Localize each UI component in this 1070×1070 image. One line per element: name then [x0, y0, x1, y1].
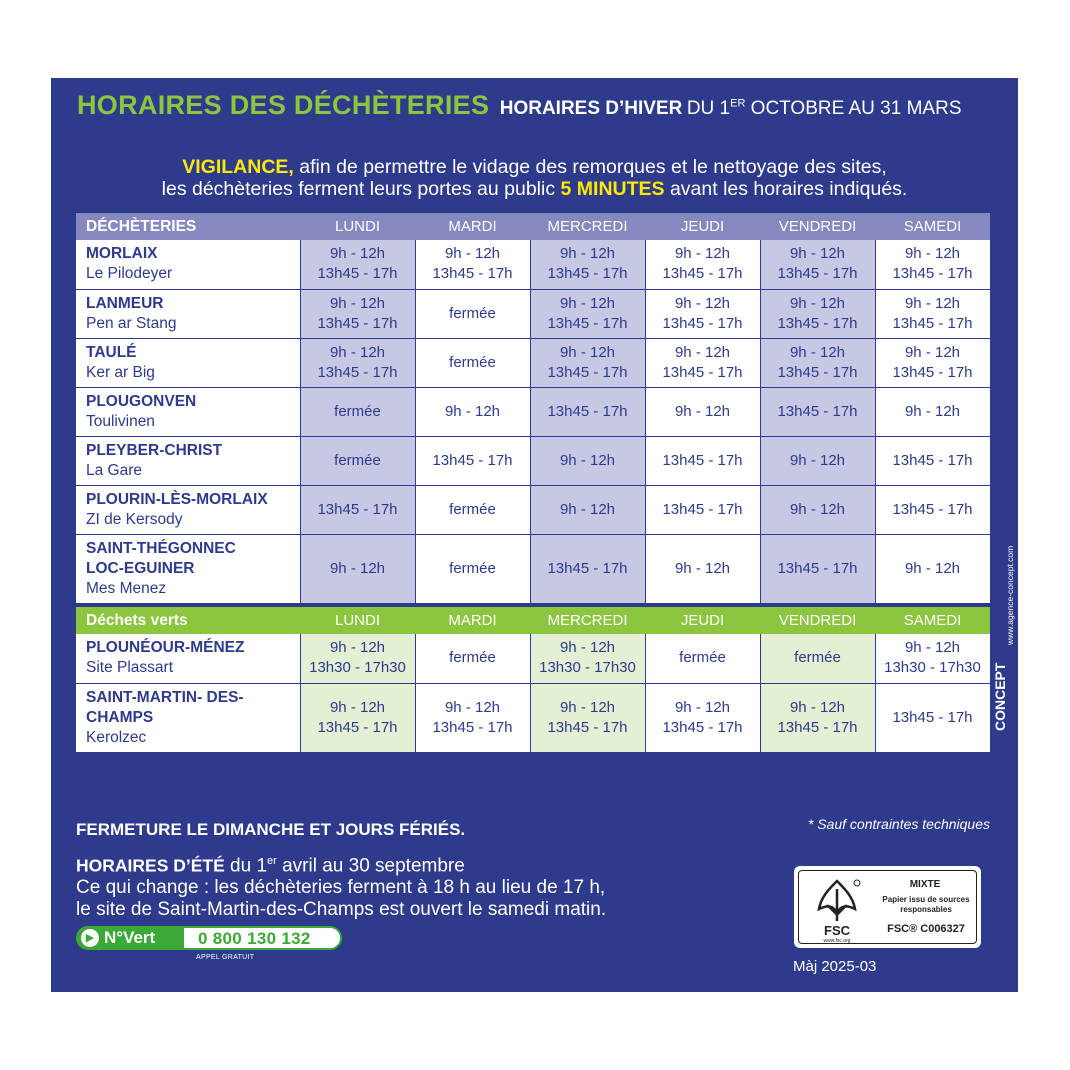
hours-cell	[645, 534, 760, 603]
hours-text: 13h45 - 17h	[777, 402, 858, 420]
hours-text: fermée	[679, 649, 726, 667]
hours-cell	[760, 534, 875, 603]
hours-cell	[415, 436, 530, 485]
hours-text: 9h - 12h	[789, 294, 846, 312]
header-day: SAMEDI	[875, 213, 990, 240]
site-name: PLOUNÉOUR-MÉNEZ	[86, 639, 245, 657]
hours-text: 13h45 - 17h	[432, 265, 513, 283]
hours-text: 13h45 - 17h	[662, 451, 743, 469]
hours-text: fermée	[449, 649, 496, 667]
site-name: PLOUGONVEN	[86, 392, 197, 410]
header-day: MERCREDI	[530, 607, 645, 634]
table-header	[76, 213, 990, 240]
hours-text: fermée	[449, 500, 496, 518]
hours-text: 9h - 12h	[329, 559, 386, 577]
table-row	[76, 240, 990, 289]
fsc-tree-logo-icon	[807, 875, 867, 943]
hours-text: 9h - 12h	[904, 245, 961, 263]
summer-label: HORAIRES D’ÉTÉ	[76, 855, 225, 876]
hours-text: 13h45 - 17h	[892, 708, 973, 726]
hours-text: 13h45 - 17h	[662, 718, 743, 736]
hours-cell	[645, 338, 760, 387]
hours-text: 9h - 12h	[559, 343, 616, 361]
season-period: DU 1ER OCTOBRE AU 31 MARS	[686, 97, 962, 119]
site-name: SAINT-MARTIN- DES-CHAMPS	[86, 688, 244, 726]
hours-cell	[530, 683, 645, 752]
site-cell	[76, 289, 300, 338]
hours-cell	[760, 240, 875, 289]
change-line-1: Ce qui change : les déchèteries ferment à 18 h au lieu de 17 h,	[76, 877, 606, 899]
hours-cell	[530, 436, 645, 485]
fsc-label	[794, 866, 981, 948]
hours-text: 13h45 - 17h	[892, 363, 973, 381]
numero-vert-badge[interactable]	[76, 926, 342, 950]
hours-text: 13h45 - 17h	[547, 265, 628, 283]
hours-text: 9h - 12h	[674, 245, 731, 263]
svg-text:www.fsc.org: www.fsc.org	[823, 938, 851, 944]
hours-text: 9h - 12h	[444, 245, 501, 263]
header-section-label: DÉCHÈTERIES	[76, 213, 300, 240]
hours-cell	[645, 240, 760, 289]
hours-text: fermée	[449, 304, 496, 322]
update-date: Màj 2025-03	[793, 958, 877, 975]
hours-cell	[300, 683, 415, 752]
hours-text: 9h - 12h	[789, 500, 846, 518]
site-name: MORLAIX	[86, 245, 158, 263]
hours-text: 13h45 - 17h	[777, 559, 858, 577]
vigilance-word: VIGILANCE,	[182, 156, 294, 178]
hours-cell	[530, 534, 645, 603]
hours-cell	[875, 289, 990, 338]
table-row	[76, 634, 990, 683]
fsc-description: Papier issu de sources responsables	[882, 895, 970, 914]
hours-text: 9h - 12h	[904, 639, 961, 657]
hours-cell	[875, 240, 990, 289]
hours-cell	[760, 338, 875, 387]
hours-cell	[530, 634, 645, 683]
site-name: PLOURIN-LÈS-MORLAIX	[86, 490, 268, 508]
hours-cell	[645, 387, 760, 436]
site-place: Kerolzec	[86, 728, 147, 746]
vigilance-notice	[51, 156, 1018, 200]
technical-note: * Sauf contraintes techniques	[807, 816, 990, 832]
title-row	[77, 90, 962, 121]
svg-text:www.agence-concept.com: www.agence-concept.com	[1005, 545, 1015, 645]
dechetteries-table	[76, 213, 991, 604]
hours-text: 13h45 - 17h	[547, 559, 628, 577]
svg-text:FSC: FSC	[824, 923, 850, 938]
site-cell	[76, 387, 300, 436]
hours-text: 9h - 12h	[559, 245, 616, 263]
fsc-mixte: MIXTE	[909, 879, 941, 890]
hours-text: 13h45 - 17h	[662, 500, 743, 518]
hours-text: 13h45 - 17h	[432, 718, 513, 736]
site-cell	[76, 534, 300, 603]
arrow-right-icon: ▶	[81, 929, 99, 947]
hours-text: 9h - 12h	[674, 294, 731, 312]
hours-text: 13h30 - 17h30	[539, 659, 636, 677]
hours-text: 13h45 - 17h	[317, 265, 398, 283]
hours-text: fermée	[449, 559, 496, 577]
site-place: Pen ar Stang	[86, 314, 177, 332]
site-place: Site Plassart	[86, 659, 174, 677]
summer-info: HORAIRES D’ÉTÉ du 1er avril au 30 septembre Ce qui change : les déchèteries ferment à 18 h au lieu de 17 h, le site de Saint-Martin-des-Champs est ouvert le samedi matin.	[76, 855, 607, 921]
hours-cell	[300, 436, 415, 485]
hours-text: 9h - 12h	[559, 500, 616, 518]
svg-text:CONCEPT: CONCEPT	[992, 662, 1008, 731]
hours-cell	[300, 240, 415, 289]
hours-cell	[415, 534, 530, 603]
hours-text: 13h45 - 17h	[662, 363, 743, 381]
table-row	[76, 289, 990, 338]
hours-cell	[875, 387, 990, 436]
free-call-label: APPEL GRATUIT	[196, 954, 255, 961]
agency-credit	[992, 515, 1017, 735]
hours-cell	[645, 683, 760, 752]
hours-text: 9h - 12h	[329, 245, 386, 263]
site-cell	[76, 338, 300, 387]
hours-cell	[530, 485, 645, 534]
hours-text: 9h - 12h	[904, 559, 961, 577]
hours-cell	[645, 289, 760, 338]
header-section-label: Déchets verts	[76, 607, 300, 634]
hours-text: 13h45 - 17h	[432, 451, 513, 469]
site-name: SAINT-THÉGONNEC LOC-EGUINER	[86, 539, 236, 577]
hours-text: 9h - 12h	[904, 294, 961, 312]
hours-text: 9h - 12h	[559, 451, 616, 469]
site-place: Mes Menez	[86, 579, 167, 597]
hours-text: 9h - 12h	[674, 343, 731, 361]
site-name: TAULÉ	[86, 343, 137, 361]
header-day: JEUDI	[645, 607, 760, 634]
hours-text: 9h - 12h	[674, 402, 731, 420]
hours-cell	[875, 485, 990, 534]
site-place: ZI de Kersody	[86, 510, 183, 528]
hours-text: 13h45 - 17h	[777, 314, 858, 332]
header-day: LUNDI	[300, 213, 415, 240]
hours-text: fermée	[794, 649, 841, 667]
notice-line2: les déchèteries ferment leurs portes au public	[161, 178, 561, 200]
closing-notice: FERMETURE LE DIMANCHE ET JOURS FÉRIÉS.	[76, 820, 466, 839]
dechets-verts-table	[76, 607, 991, 753]
hours-text: fermée	[449, 353, 496, 371]
hours-text: 13h45 - 17h	[317, 363, 398, 381]
notice-line2-end: avant les horaires indiqués.	[664, 178, 908, 200]
hours-text: 9h - 12h	[904, 402, 961, 420]
hours-text: 13h45 - 17h	[777, 718, 858, 736]
hours-cell	[530, 240, 645, 289]
notice-line1: afin de permettre le vidage des remorques et le nettoyage des sites,	[293, 156, 887, 178]
hours-text: 13h45 - 17h	[662, 265, 743, 283]
hours-cell	[415, 634, 530, 683]
hours-cell	[875, 634, 990, 683]
green-table-header	[76, 607, 990, 634]
change-line-2: le site de Saint-Martin-des-Champs est ouvert le samedi matin.	[76, 899, 607, 921]
hours-text: 9h - 12h	[789, 343, 846, 361]
header-day: VENDREDI	[760, 607, 875, 634]
site-place: Toulivinen	[86, 412, 155, 430]
hours-cell	[760, 387, 875, 436]
notice-highlight: 5 MINUTES	[560, 178, 665, 200]
hours-text: 13h30 - 17h30	[309, 659, 406, 677]
hours-text: 9h - 12h	[329, 639, 386, 657]
hours-text: 13h45 - 17h	[547, 314, 628, 332]
hours-text: fermée	[334, 451, 381, 469]
hours-cell	[760, 485, 875, 534]
hours-cell	[875, 436, 990, 485]
table-row	[76, 534, 990, 603]
hours-cell	[415, 485, 530, 534]
hours-cell	[760, 683, 875, 752]
header-day: MARDI	[415, 607, 530, 634]
hours-cell	[300, 634, 415, 683]
numero-vert-label: ▶ N°Vert	[77, 927, 184, 949]
page-title: HORAIRES DES DÉCHÈTERIES	[77, 90, 490, 120]
hours-cell	[300, 289, 415, 338]
hours-text: 13h45 - 17h	[317, 718, 398, 736]
hours-cell	[415, 338, 530, 387]
fsc-code: FSC® C006327	[887, 923, 965, 935]
table-row	[76, 436, 990, 485]
hours-cell	[760, 436, 875, 485]
hours-text: 9h - 12h	[674, 698, 731, 716]
hours-text: 13h30 - 17h30	[884, 659, 981, 677]
hours-cell	[875, 338, 990, 387]
hours-text: 13h45 - 17h	[547, 718, 628, 736]
hours-text: 9h - 12h	[789, 698, 846, 716]
hours-cell	[645, 634, 760, 683]
hours-text: fermée	[334, 402, 381, 420]
hours-cell	[645, 436, 760, 485]
table-row	[76, 338, 990, 387]
hours-text: 13h45 - 17h	[892, 314, 973, 332]
header-day: SAMEDI	[875, 607, 990, 634]
hours-cell	[415, 387, 530, 436]
season-label: HORAIRES D’HIVER	[499, 98, 683, 119]
hours-text: 13h45 - 17h	[777, 363, 858, 381]
table-row	[76, 485, 990, 534]
hours-cell	[530, 387, 645, 436]
hours-cell	[415, 240, 530, 289]
hours-text: 13h45 - 17h	[317, 314, 398, 332]
hours-text: 13h45 - 17h	[662, 314, 743, 332]
site-place: La Gare	[86, 461, 143, 479]
hours-cell	[645, 485, 760, 534]
hours-cell	[300, 534, 415, 603]
site-cell	[76, 485, 300, 534]
hours-text: 9h - 12h	[329, 698, 386, 716]
hours-text: 13h45 - 17h	[892, 265, 973, 283]
hours-cell	[530, 289, 645, 338]
hours-cell	[875, 534, 990, 603]
phone-number[interactable]: 0 800 130 132	[198, 929, 311, 948]
hours-text: 13h45 - 17h	[547, 402, 628, 420]
hours-cell	[760, 634, 875, 683]
schedule-panel	[51, 78, 1018, 992]
site-cell	[76, 436, 300, 485]
hours-text: 9h - 12h	[789, 245, 846, 263]
site-place: Ker ar Big	[86, 363, 155, 381]
hours-text: 9h - 12h	[559, 294, 616, 312]
site-cell	[76, 634, 300, 683]
hours-text: 13h45 - 17h	[892, 451, 973, 469]
table-row	[76, 683, 990, 752]
hours-cell	[300, 387, 415, 436]
hours-text: 9h - 12h	[444, 698, 501, 716]
hours-cell	[415, 683, 530, 752]
site-cell	[76, 240, 300, 289]
hours-text: 9h - 12h	[559, 639, 616, 657]
header-day: VENDREDI	[760, 213, 875, 240]
site-name: LANMEUR	[86, 294, 164, 312]
site-place: Le Pilodeyer	[86, 265, 173, 283]
hours-text: 13h45 - 17h	[892, 500, 973, 518]
table-row	[76, 387, 990, 436]
hours-text: 9h - 12h	[789, 451, 846, 469]
hours-cell	[300, 338, 415, 387]
hours-cell	[875, 683, 990, 752]
hours-cell	[760, 289, 875, 338]
footer-info	[76, 820, 606, 921]
header-day: LUNDI	[300, 607, 415, 634]
hours-text: 9h - 12h	[674, 559, 731, 577]
site-name: PLEYBER-CHRIST	[86, 441, 223, 459]
hours-text: 13h45 - 17h	[317, 500, 398, 518]
hours-text: 9h - 12h	[444, 402, 501, 420]
hours-text: 9h - 12h	[329, 343, 386, 361]
hours-cell	[415, 289, 530, 338]
hours-cell	[300, 485, 415, 534]
hours-text: 13h45 - 17h	[547, 363, 628, 381]
hours-cell	[530, 338, 645, 387]
hours-text: 9h - 12h	[559, 698, 616, 716]
header-day: MERCREDI	[530, 213, 645, 240]
site-cell	[76, 683, 300, 752]
header-day: MARDI	[415, 213, 530, 240]
hours-text: 9h - 12h	[904, 343, 961, 361]
header-day: JEUDI	[645, 213, 760, 240]
hours-text: 13h45 - 17h	[777, 265, 858, 283]
hours-text: 9h - 12h	[329, 294, 386, 312]
